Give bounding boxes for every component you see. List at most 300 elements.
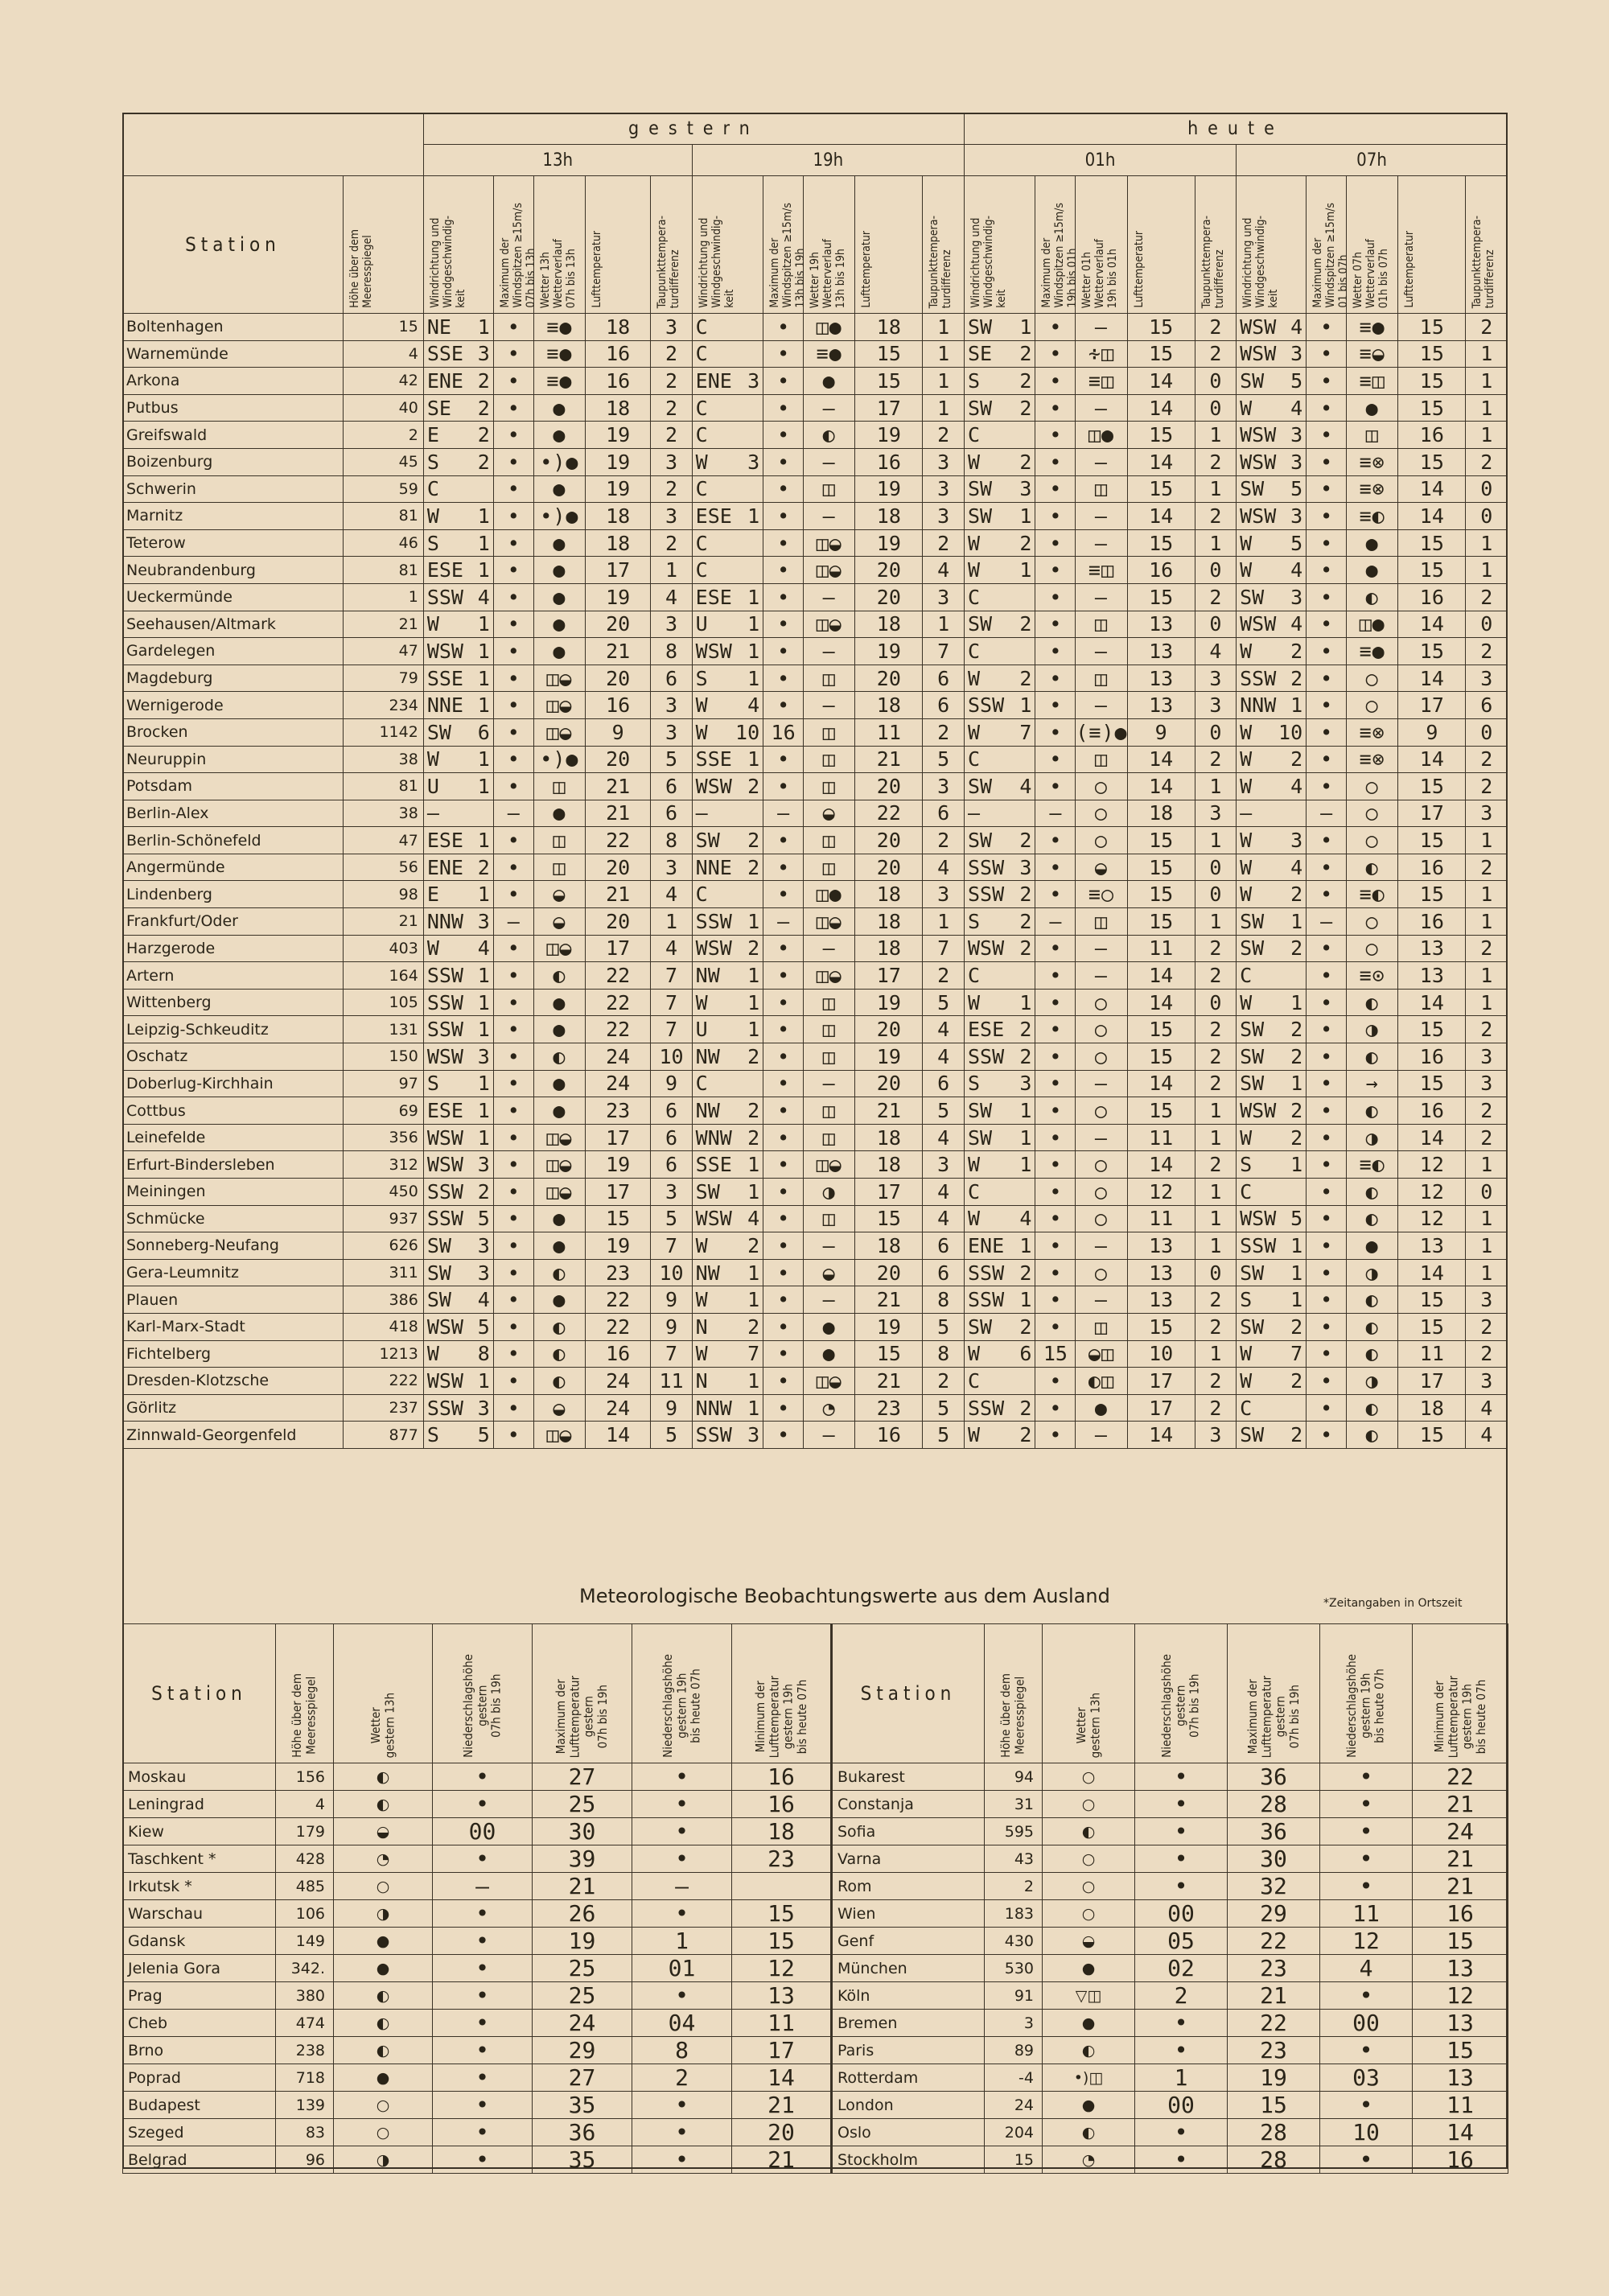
wind-direction: E <box>426 423 439 447</box>
wind-direction: C <box>967 639 981 663</box>
temperature: 14 <box>1398 1259 1466 1286</box>
weather-symbol: ● <box>804 1340 855 1368</box>
dewpoint-difference: 0 <box>1466 611 1508 638</box>
wind-cell <box>1237 746 1307 773</box>
temperature: 13 <box>1127 638 1195 665</box>
abroad-precip-day: • <box>433 1955 533 1982</box>
wind-cell <box>692 1394 763 1422</box>
heute-header: heute <box>964 113 1507 145</box>
gust-max: • <box>493 1070 533 1097</box>
wind-speed: 2 <box>1019 396 1032 420</box>
abroad-station-name: München <box>832 1955 985 1982</box>
abroad-station-name: Cheb <box>123 2010 276 2037</box>
abroad-row <box>123 1955 1508 1982</box>
wind-speed: 2 <box>1019 612 1032 636</box>
gust-max: • <box>493 1205 533 1232</box>
gust-max: • <box>1035 611 1076 638</box>
dewpoint-difference: 2 <box>651 368 692 395</box>
gust-max: • <box>1035 881 1076 908</box>
wind-speed: 3 <box>1290 450 1303 474</box>
weather-symbol: ≡◫ <box>1076 557 1127 584</box>
dewpoint-difference: 5 <box>923 1097 965 1125</box>
wind-cell <box>692 557 763 584</box>
station-height: 1142 <box>343 718 423 746</box>
wind-direction: W <box>1240 396 1253 420</box>
weather-symbol: ◫◒ <box>533 1422 585 1449</box>
wind-speed: 6 <box>1019 1342 1032 1366</box>
wind-direction: SSW <box>426 990 463 1014</box>
gust-max: • <box>493 529 533 557</box>
weather-symbol: ◐ <box>1347 1422 1398 1449</box>
station-height: 56 <box>343 854 423 881</box>
gust-max: • <box>1035 394 1076 422</box>
wind-direction: C <box>1240 1179 1253 1204</box>
wind-speed: 3 <box>747 450 760 474</box>
temperature: 15 <box>1398 638 1466 665</box>
weather-symbol: ● <box>533 1232 585 1260</box>
wind-direction: SW <box>695 1179 720 1204</box>
temperature: 15 <box>1127 583 1195 611</box>
temperature: 9 <box>1127 718 1195 746</box>
weather-symbol: ◐ <box>1347 1394 1398 1422</box>
gust-max: • <box>1035 935 1076 962</box>
station-height: 97 <box>343 1070 423 1097</box>
abroad-precip-day: • <box>1135 1818 1228 1845</box>
wind-cell <box>964 557 1035 584</box>
wind-direction: ESE <box>695 504 732 528</box>
gust-max: • <box>493 503 533 530</box>
wind-direction: W <box>695 720 708 744</box>
weather-symbol: ● <box>533 1016 585 1043</box>
temperature: 15 <box>1127 1313 1195 1340</box>
abroad-station-height: 342. <box>276 1955 334 1982</box>
station-row <box>123 962 1508 990</box>
wind-speed: 1 <box>747 747 760 772</box>
wind-cell <box>423 989 493 1016</box>
abroad-precip-night: • <box>1320 1873 1413 1900</box>
wind-direction: ESE <box>695 585 732 609</box>
wind-direction: WSW <box>695 1207 732 1231</box>
gust-max: • <box>493 1422 533 1449</box>
dewpoint-difference: 2 <box>1466 638 1508 665</box>
temperature: 23 <box>585 1259 650 1286</box>
abroad-max-temp: 24 <box>533 2010 632 2037</box>
wind-speed: 1 <box>477 1018 490 1042</box>
gust-max: • <box>1035 1313 1076 1340</box>
temperature: 14 <box>1398 611 1466 638</box>
weather-symbol: ◐◫ <box>1076 1368 1127 1395</box>
wind-direction: SE <box>967 342 993 366</box>
abroad-precip-night: • <box>1320 2092 1413 2119</box>
temperature: 14 <box>1127 394 1195 422</box>
wind-speed: 2 <box>747 1233 760 1257</box>
dewpoint-difference: 3 <box>651 692 692 719</box>
dewpoint-difference: 1 <box>1466 908 1508 936</box>
wind-direction: SW <box>426 720 451 744</box>
abroad-station-height: 83 <box>276 2119 334 2146</box>
dewpoint-difference: 9 <box>651 1070 692 1097</box>
gust-max: • <box>493 1394 533 1422</box>
gust-max: • <box>1307 665 1347 692</box>
station-height: 1 <box>343 583 423 611</box>
abroad-weather-symbol: ○ <box>334 2092 433 2119</box>
station-height: 1213 <box>343 1340 423 1368</box>
abroad-weather-symbol: ◐ <box>334 1982 433 2010</box>
weather-01h-header: Wetter 01h Wetterverlauf 19h bis 01h <box>1076 176 1127 314</box>
dewpoint-difference: 1 <box>1466 1205 1508 1232</box>
station-name: Görlitz <box>123 1394 344 1422</box>
dewpoint-difference: 1 <box>1466 422 1508 449</box>
wind-direction: C <box>695 558 708 582</box>
abroad-precip-night: 10 <box>1320 2119 1413 2146</box>
abroad-weather-header-right: Wetter gestern 13h <box>1043 1624 1135 1763</box>
wind-direction: W <box>967 531 981 555</box>
station-height: 164 <box>343 962 423 990</box>
wind-cell <box>423 908 493 936</box>
abroad-station-header-right: Station <box>832 1624 985 1763</box>
wind-direction: SW <box>1240 368 1265 393</box>
weather-symbol: ● <box>1347 529 1398 557</box>
dewpoint-difference: 0 <box>1195 557 1236 584</box>
temperature: 18 <box>585 314 650 341</box>
dewpoint-difference: 5 <box>651 1205 692 1232</box>
temperature: 17 <box>1398 800 1466 827</box>
wind-cell <box>964 1070 1035 1097</box>
weather-symbol: ● <box>1076 1394 1127 1422</box>
dewpoint-difference: 1 <box>1466 394 1508 422</box>
weather-symbol: ● <box>533 1286 585 1314</box>
wind-direction: C <box>695 531 708 555</box>
wind-cell <box>692 1340 763 1368</box>
wind-speed: 2 <box>1290 1044 1303 1068</box>
gust-max: – <box>493 908 533 936</box>
temperature: 14 <box>1127 989 1195 1016</box>
weather-symbol: – <box>1076 692 1127 719</box>
wind-direction: E <box>426 883 439 907</box>
station-row <box>123 1205 1508 1232</box>
wind-speed: 3 <box>747 368 760 393</box>
weather-symbol: – <box>1076 394 1127 422</box>
station-row <box>123 827 1508 854</box>
wind-direction: SW <box>426 1233 451 1257</box>
wind-speed: 4 <box>1290 612 1303 636</box>
temperature: 18 <box>585 529 650 557</box>
dewpoint-difference: 1 <box>1466 827 1508 854</box>
wind-direction: SW <box>1240 1423 1265 1447</box>
wind-cell <box>964 665 1035 692</box>
station-name: Neubrandenburg <box>123 557 344 584</box>
temperature: 18 <box>855 1124 923 1151</box>
wind-direction: NNW <box>1240 693 1277 718</box>
wind-speed: 1 <box>1019 1153 1032 1177</box>
wind-cell <box>1237 368 1307 395</box>
gust-max: • <box>763 1070 804 1097</box>
wind-cell <box>692 746 763 773</box>
temperature: 13 <box>1398 935 1466 962</box>
weather-symbol: ◫◒ <box>533 692 585 719</box>
temperature: 22 <box>585 827 650 854</box>
wind-cell <box>1237 611 1307 638</box>
gust-max: • <box>1035 1124 1076 1151</box>
gust-max: • <box>1307 989 1347 1016</box>
wind-direction: WSW <box>967 936 1005 961</box>
station-name: Oschatz <box>123 1043 344 1071</box>
gust-max: • <box>1035 962 1076 990</box>
weather-symbol: ≡● <box>804 340 855 368</box>
station-row <box>123 611 1508 638</box>
abroad-weather-symbol: •)◫ <box>1043 2064 1135 2092</box>
wind-direction: ESE <box>967 1018 1005 1042</box>
station-height: 15 <box>343 314 423 341</box>
wind-speed: 2 <box>1019 1261 1032 1285</box>
station-row <box>123 340 1508 368</box>
weather-symbol: ◫ <box>804 1097 855 1125</box>
station-height: 237 <box>343 1394 423 1422</box>
temperature: 15 <box>1127 881 1195 908</box>
weather-symbol: – <box>804 448 855 475</box>
wind-cell <box>423 746 493 773</box>
wind-direction: U <box>695 612 708 636</box>
gust-max: • <box>1035 746 1076 773</box>
abroad-precip-day: • <box>1135 1763 1228 1791</box>
abroad-station-height: 183 <box>985 1900 1043 1928</box>
abroad-weather-symbol: ◐ <box>334 2010 433 2037</box>
wind-speed: 2 <box>1290 639 1303 663</box>
abroad-station-height: 530 <box>985 1955 1043 1982</box>
weather-symbol: ◐ <box>1347 1179 1398 1206</box>
station-name: Zinnwald-Georgenfeld <box>123 1422 344 1449</box>
gust-max: • <box>493 1368 533 1395</box>
wind-direction: W <box>695 1288 708 1312</box>
temperature: 18 <box>855 611 923 638</box>
wind-direction: C <box>695 342 708 366</box>
temperature: 19 <box>855 989 923 1016</box>
abroad-min-temp: 21 <box>732 2092 832 2119</box>
dewpoint-difference: 0 <box>1466 503 1508 530</box>
dewpoint-difference: 2 <box>1466 935 1508 962</box>
wind-cell <box>423 1179 493 1206</box>
gust-max: • <box>1307 1340 1347 1368</box>
wind-cell <box>964 1151 1035 1179</box>
station-row <box>123 989 1508 1016</box>
wind-speed: 2 <box>477 423 490 447</box>
gust-max: • <box>493 962 533 990</box>
station-row <box>123 1070 1508 1097</box>
dewpoint-difference: 2 <box>1195 1016 1236 1043</box>
temperature: 15 <box>1127 1043 1195 1071</box>
abroad-station-name: Rom <box>832 1873 985 1900</box>
abroad-max-temp: 27 <box>533 1763 632 1791</box>
station-name: Cottbus <box>123 1097 344 1125</box>
dewpoint-difference: 11 <box>651 1368 692 1395</box>
weather-symbol: ◒ <box>804 800 855 827</box>
abroad-station-height: 149 <box>276 1928 334 1955</box>
temperature: 18 <box>1127 800 1195 827</box>
dewpoint-07h-header: Taupunkttempera- turdifferenz <box>1466 176 1508 314</box>
wind-direction: SW <box>426 1288 451 1312</box>
dewpoint-difference: 6 <box>651 1151 692 1179</box>
wind-direction: WSW <box>426 1044 463 1068</box>
wind-cell <box>692 935 763 962</box>
gust-max: • <box>763 1313 804 1340</box>
temperature: 16 <box>1127 557 1195 584</box>
wind-direction: W <box>1240 990 1253 1014</box>
temperature: 11 <box>1127 1205 1195 1232</box>
wind-cell <box>1237 422 1307 449</box>
wind-cell <box>964 1124 1035 1151</box>
wind-cell <box>1237 718 1307 746</box>
abroad-precip-night: • <box>632 1982 732 2010</box>
wind-direction: C <box>695 883 708 907</box>
wind-speed: 3 <box>1290 423 1303 447</box>
abroad-station-height: 2 <box>985 1873 1043 1900</box>
wind-speed: 3 <box>477 1044 490 1068</box>
dewpoint-difference: 1 <box>1466 1259 1508 1286</box>
gust-max: • <box>493 1259 533 1286</box>
wind-speed: 2 <box>477 450 490 474</box>
weather-symbol: ≡● <box>533 340 585 368</box>
abroad-min-temp: 13 <box>1413 2064 1508 2092</box>
weather-symbol: ○ <box>1076 1097 1127 1125</box>
dewpoint-difference: 0 <box>1195 611 1236 638</box>
gust-max: • <box>1307 638 1347 665</box>
station-row <box>123 503 1508 530</box>
wind-cell <box>964 394 1035 422</box>
wind-speed: 2 <box>1019 1315 1032 1339</box>
temperature: 15 <box>1398 1070 1466 1097</box>
wind-speed: 3 <box>1019 1072 1032 1096</box>
gust-max: • <box>1307 1070 1347 1097</box>
temperature: 14 <box>585 1422 650 1449</box>
wind-direction: SSW <box>967 855 1005 879</box>
dewpoint-difference: 3 <box>923 503 965 530</box>
wind-cell <box>964 1232 1035 1260</box>
gust-max: – <box>1035 800 1076 827</box>
wind-direction: WSW <box>1240 423 1277 447</box>
temperature: 20 <box>855 557 923 584</box>
wind-direction: C <box>967 423 981 447</box>
dewpoint-difference: 0 <box>1466 718 1508 746</box>
dewpoint-difference: 1 <box>1466 962 1508 990</box>
weather-symbol: ● <box>533 1070 585 1097</box>
abroad-max-temp: 25 <box>533 1982 632 2010</box>
wind-direction: W <box>967 1423 981 1447</box>
wind-direction: SW <box>967 1315 993 1339</box>
abroad-row <box>123 2146 1508 2174</box>
gestern-header: gestern <box>423 113 964 145</box>
gust-max: • <box>763 881 804 908</box>
abroad-station-name: Prag <box>123 1982 276 2010</box>
wind-speed: 3 <box>1290 829 1303 853</box>
abroad-precip-day: • <box>1135 1791 1228 1818</box>
dewpoint-difference: 2 <box>651 340 692 368</box>
station-name: Marnitz <box>123 503 344 530</box>
wind-cell <box>1237 1097 1307 1125</box>
dewpoint-difference: 1 <box>651 557 692 584</box>
abroad-weather-symbol: ○ <box>1043 1873 1135 1900</box>
gust-max: • <box>763 475 804 503</box>
dewpoint-difference: 2 <box>1466 746 1508 773</box>
temperature: 18 <box>855 1151 923 1179</box>
wind-cell <box>1237 854 1307 881</box>
abroad-station-name: Budapest <box>123 2092 276 2119</box>
temperature: 20 <box>855 1016 923 1043</box>
gust-max: • <box>1035 718 1076 746</box>
weather-symbol: ◫ <box>804 718 855 746</box>
temperature: 11 <box>1398 1340 1466 1368</box>
abroad-station-height: 428 <box>276 1845 334 1873</box>
wind-cell <box>1237 1259 1307 1286</box>
wind-speed: 1 <box>1290 1153 1303 1177</box>
station-name: Wernigerode <box>123 692 344 719</box>
weather-symbol: ● <box>533 529 585 557</box>
gust-max: • <box>1035 557 1076 584</box>
wind-direction: SW <box>1240 936 1265 961</box>
gust-max: • <box>1307 1205 1347 1232</box>
temperature: 13 <box>1127 1259 1195 1286</box>
wind-speed: 1 <box>747 666 760 690</box>
abroad-max-temp: 28 <box>1228 1791 1320 1818</box>
abroad-observations-table <box>122 1623 1508 2174</box>
gust-max: • <box>763 989 804 1016</box>
dewpoint-difference: 4 <box>651 935 692 962</box>
abroad-precip-night: – <box>632 1873 732 1900</box>
temperature: 20 <box>585 611 650 638</box>
abroad-station-height: 156 <box>276 1763 334 1791</box>
abroad-weather-symbol: ○ <box>1043 1845 1135 1873</box>
abroad-precip-header-right: Niederschlagshöhe gestern 07h bis 19h <box>1135 1624 1228 1763</box>
abroad-min-temp: 15 <box>732 1900 832 1928</box>
weather-symbol: ○ <box>1347 827 1398 854</box>
station-row <box>123 557 1508 584</box>
wind-cell <box>692 800 763 827</box>
gust-max: • <box>763 1422 804 1449</box>
wind-speed: 1 <box>1290 909 1303 933</box>
dewpoint-difference: 2 <box>1195 448 1236 475</box>
gust-max: • <box>1307 314 1347 341</box>
station-height: 418 <box>343 1313 423 1340</box>
wind-speed: 2 <box>747 936 760 961</box>
weather-symbol: ◫● <box>804 314 855 341</box>
wind-speed: 1 <box>1019 504 1032 528</box>
gust-max: • <box>1307 1179 1347 1206</box>
abroad-max-temp: 39 <box>533 1845 632 1873</box>
gust-max: • <box>763 1124 804 1151</box>
gust-max: • <box>763 665 804 692</box>
abroad-precip-day: • <box>1135 1873 1228 1900</box>
wind-cell <box>964 583 1035 611</box>
abroad-row <box>123 2010 1508 2037</box>
abroad-station-name: Warschau <box>123 1900 276 1928</box>
wind-cell <box>1237 1313 1307 1340</box>
wind-speed: 3 <box>1019 477 1032 501</box>
wind-cell <box>423 583 493 611</box>
dewpoint-difference: 4 <box>1195 638 1236 665</box>
gust-max: • <box>763 611 804 638</box>
wind-direction: W <box>1240 774 1253 798</box>
time-01h-header: 01h <box>964 145 1236 176</box>
abroad-precip-day: 1 <box>1135 2064 1228 2092</box>
wind-cell <box>692 908 763 936</box>
abroad-weather-symbol: ◔ <box>334 1845 433 1873</box>
gust-max: • <box>1035 773 1076 800</box>
wind-direction: W <box>1240 883 1253 907</box>
dewpoint-difference: 6 <box>651 1097 692 1125</box>
wind-cell <box>423 1313 493 1340</box>
wind-cell <box>964 448 1035 475</box>
gust-max: • <box>763 314 804 341</box>
wind-speed: 1 <box>477 990 490 1014</box>
